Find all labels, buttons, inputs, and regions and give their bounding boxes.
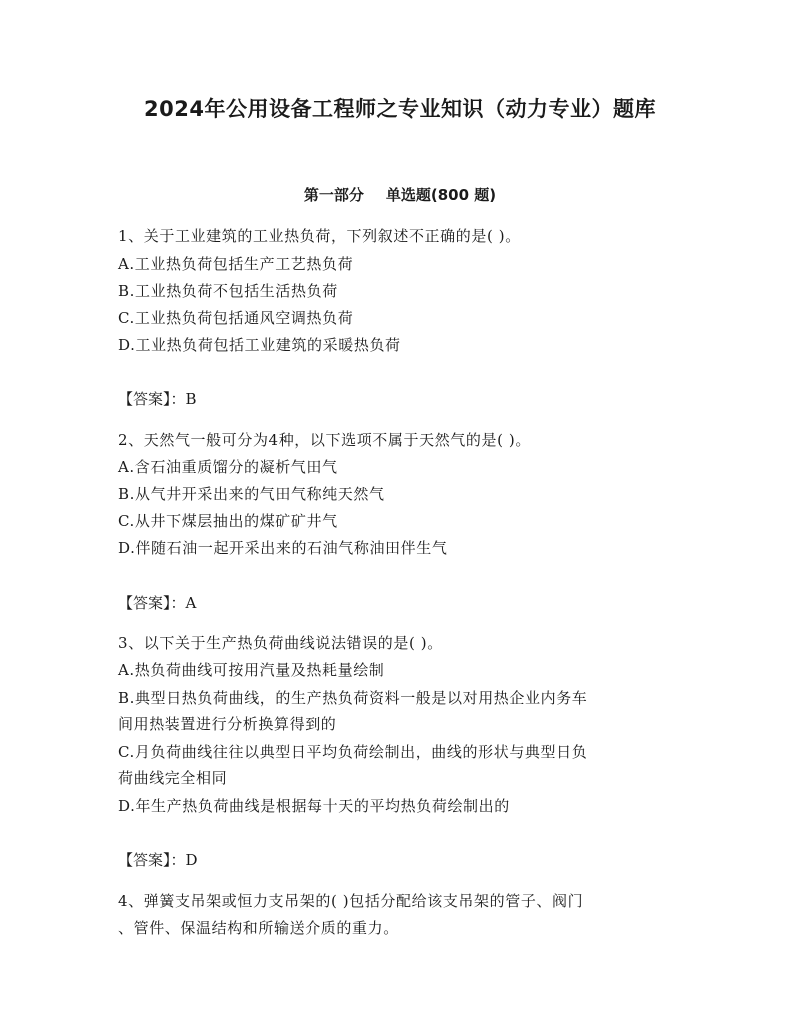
- question-2-answer: [118, 593, 196, 613]
- question-2-option-a: A.含石油重质馏分的凝析气田气: [118, 458, 338, 476]
- question-3-option-a: A.热负荷曲线可按用汽量及热耗量绘制: [118, 661, 385, 679]
- question-1-answer: [118, 389, 197, 409]
- question-3-option-b-cont: 间用热装置进行分析换算得到的: [118, 715, 337, 733]
- answer-label: 【答案】：: [118, 851, 186, 869]
- section-heading: 单选题(800 题): [385, 186, 497, 204]
- section-title: [0, 184, 800, 205]
- section-part: 第一部分: [303, 186, 364, 204]
- answer-label: 【答案】：: [118, 390, 186, 408]
- answer-value: A: [185, 594, 197, 612]
- question-1-option-a: A.工业热负荷包括生产工艺热负荷: [118, 255, 354, 273]
- question-1-stem: 1、关于工业建筑的工业热负荷，下列叙述不正确的是( )。: [118, 227, 521, 245]
- question-4-stem-cont: 、管件、保温结构和所输送介质的重力。: [118, 919, 399, 937]
- question-3-option-c-cont: 荷曲线完全相同: [118, 769, 228, 787]
- answer-label: 【答案】：: [118, 594, 186, 612]
- question-1-option-c: C.工业热负荷包括通风空调热负荷: [118, 309, 354, 327]
- question-1-option-d: D.工业热负荷包括工业建筑的采暖热负荷: [118, 336, 401, 354]
- question-2-option-d: D.伴随石油一起开采出来的石油气称油田伴生气: [118, 539, 448, 557]
- question-3-option-c: C.月负荷曲线往往以典型日平均负荷绘制出，曲线的形状与典型日负: [118, 743, 588, 761]
- question-3-option-b: B.典型日热负荷曲线，的生产热负荷资料一般是以对用热企业内务车: [118, 689, 588, 707]
- question-2-option-c: C.从井下煤层抽出的煤矿矿井气: [118, 512, 338, 530]
- question-3-option-d: D.年生产热负荷曲线是根据每十天的平均热负荷绘制出的: [118, 797, 510, 815]
- question-1-option-b: B.工业热负荷不包括生活热负荷: [118, 282, 338, 300]
- question-3-answer: [118, 850, 198, 870]
- question-2-stem: 2、天然气一般可分为4种，以下选项不属于天然气的是( )。: [118, 431, 531, 449]
- question-3-stem: 3、以下关于生产热负荷曲线说法错误的是( )。: [118, 634, 443, 652]
- question-4-stem: 4、弹簧支吊架或恒力支吊架的( )包括分配给该支吊架的管子、阀门: [118, 892, 584, 910]
- document-title: 2024年公用设备工程师之专业知识（动力专业）题库: [144, 97, 656, 121]
- question-2-option-b: B.从气井开采出来的气田气称纯天然气: [118, 485, 385, 503]
- answer-value: B: [185, 390, 197, 408]
- answer-value: D: [185, 851, 198, 869]
